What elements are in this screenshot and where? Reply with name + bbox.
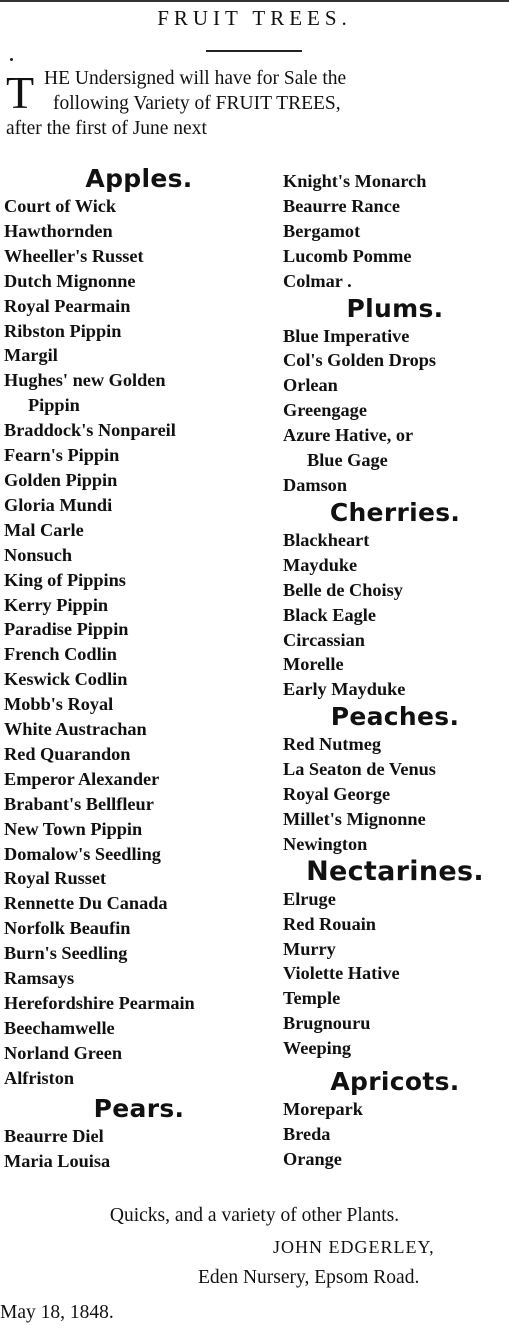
list-item: Red Nutmeg (283, 734, 381, 755)
list-item: Belle de Choisy (283, 579, 403, 600)
list-item: Ramsays (4, 968, 75, 989)
list-item: Ribston Pippin (4, 320, 122, 341)
list-item: Brabant's Bellfleur (4, 793, 154, 814)
plums-list (283, 324, 507, 498)
list-item: Norland Green (4, 1042, 122, 1063)
list-item: Brugnouru (283, 1013, 371, 1034)
list-item: Mobb's Royal (4, 694, 114, 715)
list-item: Azure Hative, or (283, 425, 414, 446)
list-item: Red Quarandon (4, 743, 131, 764)
intro-line-1: HE Undersigned will have for Sale the (44, 68, 347, 89)
list-item: Col's Golden Drops (283, 350, 437, 371)
list-item: Wheeller's Russet (4, 245, 144, 266)
list-item: Millet's Mignonne (283, 808, 426, 829)
section-title-apples: Apples. (85, 164, 193, 193)
section-title-peaches: Peaches. (330, 702, 460, 732)
pears-list-start (4, 1124, 274, 1174)
list-item: Temple (283, 988, 341, 1009)
footer-address: Eden Nursery, Epsom Road. (198, 1267, 420, 1288)
list-item: Blue Gage (307, 450, 388, 471)
list-item: Norfolk Beaufin (4, 918, 131, 939)
list-item: Royal Pearmain (4, 295, 131, 316)
list-item: Early Mayduke (283, 679, 406, 700)
list-item: Orlean (283, 375, 338, 396)
footer-date: May 18, 1848. (0, 1302, 114, 1323)
list-item: Beechamwelle (4, 1017, 115, 1038)
list-item: Weeping (283, 1038, 352, 1059)
list-item: La Seaton de Venus (283, 759, 436, 780)
drop-cap: T (6, 67, 35, 118)
left-column (4, 164, 274, 1173)
pears-list-continued (283, 169, 507, 294)
list-item: Colmar . (283, 270, 352, 291)
list-item: King of Pippins (4, 569, 126, 590)
list-item: Maria Louisa (4, 1150, 111, 1171)
section-title-nectarines: Nectarines. (306, 855, 484, 887)
right-column (283, 164, 507, 1172)
list-item: Morelle (283, 654, 344, 675)
list-item: Rennette Du Canada (4, 893, 168, 914)
list-item: Red Rouain (283, 913, 376, 934)
list-item: Morepark (283, 1099, 363, 1120)
list-item: Mayduke (283, 554, 358, 575)
list-item: Blackheart (283, 529, 370, 550)
list-item: Emperor Alexander (4, 768, 160, 789)
section-title-cherries: Cherries. (329, 497, 461, 527)
list-item: Elruge (283, 888, 336, 909)
section-title-pears: Pears. (93, 1093, 185, 1123)
section-title-apricots: Apricots. (330, 1067, 460, 1097)
list-item: Dutch Mignonne (4, 270, 136, 291)
list-item: Fearn's Pippin (4, 445, 120, 466)
intro-paragraph (6, 66, 506, 141)
heading-underline (206, 50, 302, 52)
list-item: Breda (283, 1124, 331, 1144)
list-item: Kerry Pippin (4, 594, 109, 615)
cherries-list (283, 528, 507, 702)
list-item: Gloria Mundi (4, 494, 113, 515)
list-item: Golden Pippin (4, 469, 118, 490)
ornament-dot (10, 58, 13, 61)
peaches-list (283, 732, 507, 857)
footer-signature: JOHN EDGERLEY, (273, 1237, 435, 1257)
list-item: Black Eagle (283, 604, 376, 625)
footer-note: Quicks, and a variety of other Plants. (109, 1205, 400, 1226)
list-item: Violette Hative (283, 963, 400, 984)
list-item: White Austrachan (4, 719, 147, 740)
apricots-list (283, 1097, 507, 1172)
section-title-plums: Plums. (346, 293, 444, 323)
list-item: Royal Russet (4, 868, 107, 889)
list-item: Mal Carle (4, 519, 84, 540)
list-item: Newington (283, 833, 368, 854)
advert-heading: FRUIT TREES. (157, 6, 352, 30)
intro-line-3: after the first of June next (6, 118, 207, 139)
list-item: Paradise Pippin (4, 619, 129, 640)
list-item: Damson (283, 474, 347, 495)
list-item: Nonsuch (4, 544, 73, 565)
list-item: Keswick Codlin (4, 669, 128, 690)
intro-line-2: following Variety of FRUIT TREES, (53, 93, 341, 114)
apples-list (4, 194, 274, 1091)
list-item: Court of Wick (4, 196, 117, 216)
list-item: Greengage (283, 400, 367, 421)
list-item: Beaurre Rance (283, 195, 400, 216)
list-item: Beaurre Diel (4, 1125, 104, 1146)
list-item: Bergamot (283, 220, 361, 241)
list-item: Hawthornden (4, 220, 113, 241)
list-item: Royal George (283, 784, 391, 805)
list-item: Murry (283, 938, 336, 959)
list-item: Margil (4, 345, 58, 366)
list-item: Burn's Seedling (4, 943, 128, 964)
list-item: Orange (283, 1148, 342, 1169)
list-item: Herefordshire Pearmain (4, 993, 195, 1013)
list-item: Hughes' new Golden (4, 370, 166, 391)
list-item: Circassian (283, 629, 365, 650)
list-item: Braddock's Nonpareil (4, 420, 176, 441)
list-item: Pippin (28, 395, 80, 416)
list-item: Blue Imperative (283, 325, 410, 346)
list-item: New Town Pippin (4, 818, 143, 839)
list-item: Alfriston (4, 1067, 75, 1088)
list-item: Lucomb Pomme (283, 245, 412, 266)
list-item: Knight's Monarch (283, 171, 427, 191)
list-item: Domalow's Seedling (4, 843, 161, 864)
list-item: French Codlin (4, 644, 117, 665)
nectarines-list (283, 887, 507, 1061)
top-rule (0, 0, 509, 2)
